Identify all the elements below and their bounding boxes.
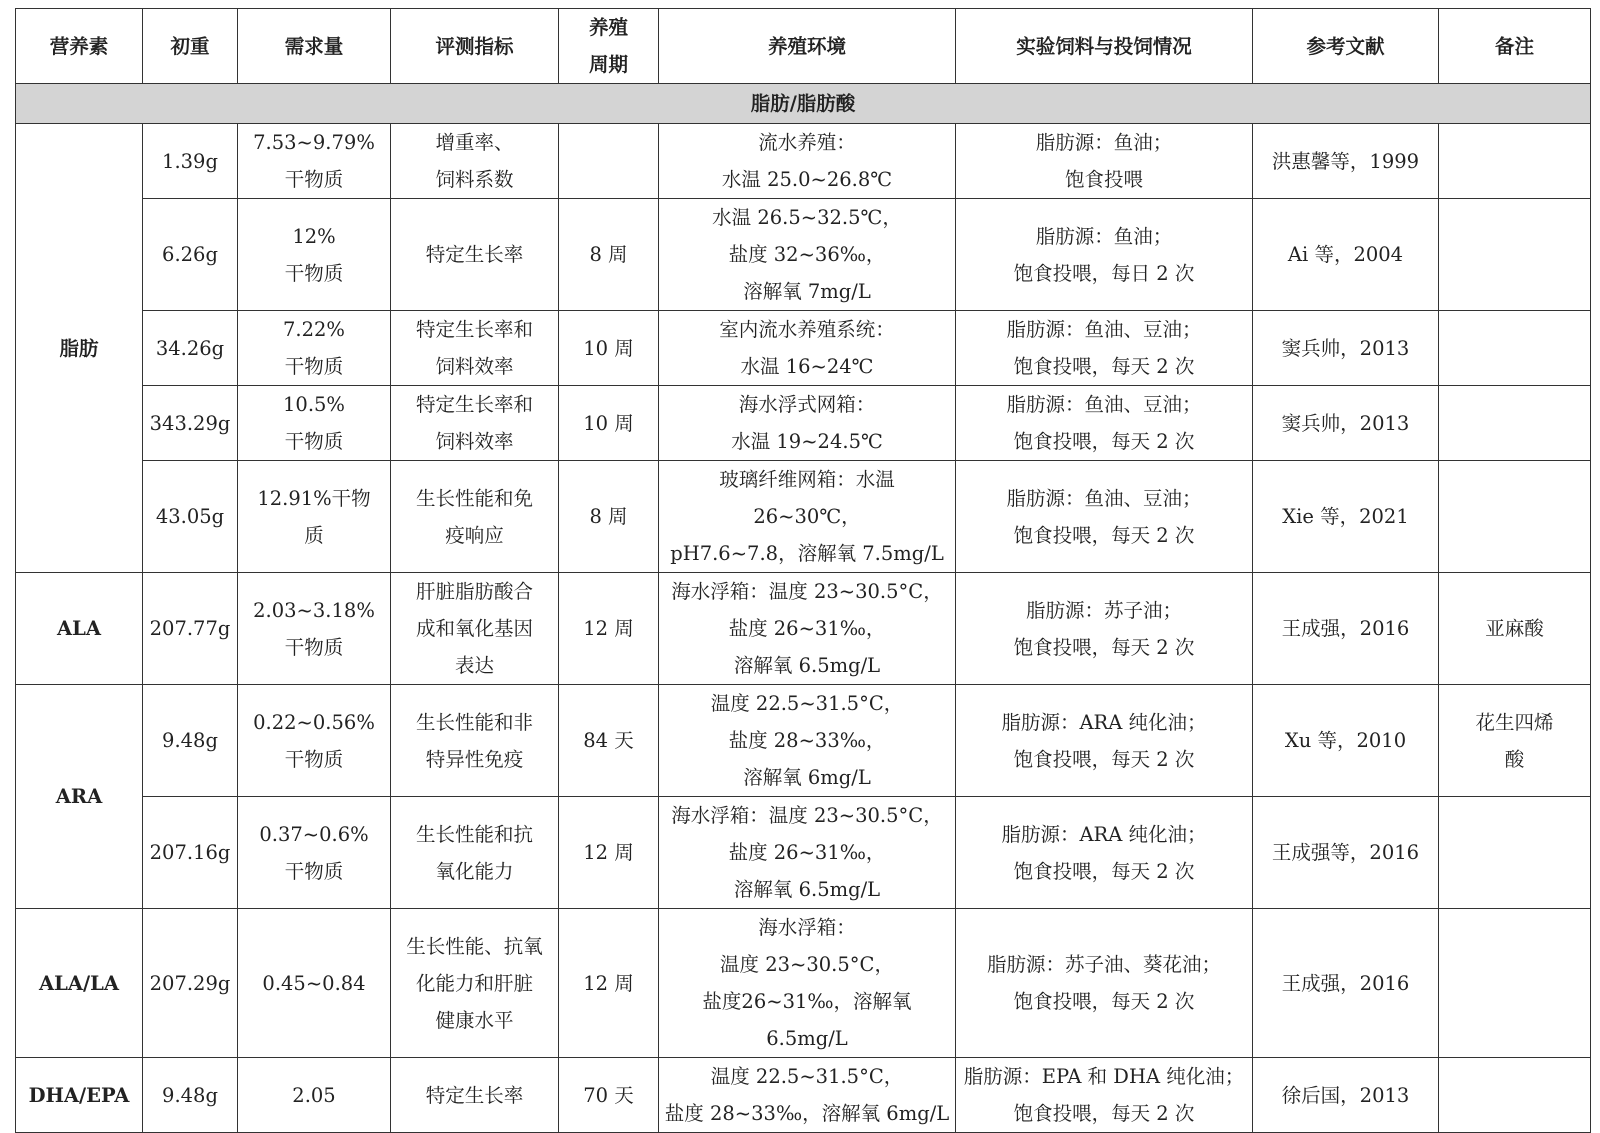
table-row [16,461,1591,573]
feed-cell: 脂肪源：苏子油； 饱食投喂，每天 2 次 [956,573,1253,685]
indicator-cell: 特定生长率和 饲料效率 [391,386,559,461]
environment-cell: 温度 22.5~31.5°C， 盐度 28~33‰， 溶解氧 6mg/L [659,685,956,797]
header-cell: 实验饲料与投饲情况 [956,9,1253,84]
period-cell: 10 周 [559,386,659,461]
reference-cell: 王成强，2016 [1253,909,1439,1058]
weight-cell: 207.77g [143,573,238,685]
requirement-cell: 12.91%干物 质 [238,461,391,573]
period-cell: 12 周 [559,909,659,1058]
requirement-cell: 7.53~9.79% 干物质 [238,124,391,199]
nutrient-cell: ALA/LA [16,909,143,1058]
nutrient-cell: ALA [16,573,143,685]
period-cell: 12 周 [559,573,659,685]
reference-cell: 洪惠馨等，1999 [1253,124,1439,199]
environment-cell: 海水浮箱：温度 23~30.5°C， 盐度 26~31‰， 溶解氧 6.5mg/L [659,797,956,909]
period-cell: 10 周 [559,311,659,386]
period-cell: 12 周 [559,797,659,909]
requirement-cell: 0.45~0.84 [238,909,391,1058]
section-title: 脂肪/脂肪酸 [16,84,1591,124]
weight-cell: 207.29g [143,909,238,1058]
weight-cell: 9.48g [143,1058,238,1133]
table-row [16,199,1591,311]
note-cell [1439,124,1591,199]
nutrient-requirements-table [15,8,1591,1133]
reference-cell: 窦兵帅，2013 [1253,386,1439,461]
reference-cell: 窦兵帅，2013 [1253,311,1439,386]
indicator-cell: 生长性能和非 特异性免疫 [391,685,559,797]
weight-cell: 34.26g [143,311,238,386]
table-row [16,685,1591,797]
table-row [16,386,1591,461]
reference-cell: 徐后国，2013 [1253,1058,1439,1133]
indicator-cell: 生长性能、抗氧 化能力和肝脏 健康水平 [391,909,559,1058]
note-cell [1439,386,1591,461]
environment-cell: 流水养殖： 水温 25.0~26.8℃ [659,124,956,199]
weight-cell: 1.39g [143,124,238,199]
note-cell: 花生四烯 酸 [1439,685,1591,797]
feed-cell: 脂肪源：ARA 纯化油； 饱食投喂，每天 2 次 [956,685,1253,797]
weight-cell: 6.26g [143,199,238,311]
indicator-cell: 特定生长率 [391,199,559,311]
reference-cell: 王成强，2016 [1253,573,1439,685]
weight-cell: 9.48g [143,685,238,797]
period-cell: 84 天 [559,685,659,797]
header-cell: 备注 [1439,9,1591,84]
requirement-cell: 10.5% 干物质 [238,386,391,461]
environment-cell: 水温 26.5~32.5℃， 盐度 32~36‰， 溶解氧 7mg/L [659,199,956,311]
note-cell [1439,199,1591,311]
environment-cell: 海水浮式网箱： 水温 19~24.5℃ [659,386,956,461]
feed-cell: 脂肪源：EPA 和 DHA 纯化油； 饱食投喂，每天 2 次 [956,1058,1253,1133]
table-row [16,573,1591,685]
indicator-cell: 生长性能和抗 氧化能力 [391,797,559,909]
header-cell: 初重 [143,9,238,84]
note-cell [1439,1058,1591,1133]
header-cell: 养殖环境 [659,9,956,84]
note-cell [1439,311,1591,386]
nutrient-cell: DHA/EPA [16,1058,143,1133]
period-cell: 70 天 [559,1058,659,1133]
header-cell: 营养素 [16,9,143,84]
header-row [16,9,1591,84]
reference-cell: 王成强等，2016 [1253,797,1439,909]
table-row [16,124,1591,199]
weight-cell: 207.16g [143,797,238,909]
feed-cell: 脂肪源：ARA 纯化油； 饱食投喂，每天 2 次 [956,797,1253,909]
indicator-cell: 生长性能和免 疫响应 [391,461,559,573]
weight-cell: 343.29g [143,386,238,461]
nutrient-cell: ARA [16,685,143,909]
period-cell: 8 周 [559,461,659,573]
table-row [16,311,1591,386]
header-cell: 评测指标 [391,9,559,84]
reference-cell: Xie 等，2021 [1253,461,1439,573]
indicator-cell: 特定生长率和 饲料效率 [391,311,559,386]
table-row [16,1058,1591,1133]
feed-cell: 脂肪源：鱼油、豆油； 饱食投喂，每天 2 次 [956,386,1253,461]
environment-cell: 海水浮箱：温度 23~30.5°C， 盐度 26~31‰， 溶解氧 6.5mg/L [659,573,956,685]
feed-cell: 脂肪源：苏子油、葵花油； 饱食投喂，每天 2 次 [956,909,1253,1058]
feed-cell: 脂肪源：鱼油； 饱食投喂，每日 2 次 [956,199,1253,311]
environment-cell: 海水浮箱： 温度 23~30.5°C， 盐度26~31‰，溶解氧 6.5mg/L [659,909,956,1058]
requirement-cell: 0.37~0.6% 干物质 [238,797,391,909]
table-row [16,909,1591,1058]
indicator-cell: 特定生长率 [391,1058,559,1133]
environment-cell: 温度 22.5~31.5°C， 盐度 28~33‰，溶解氧 6mg/L [659,1058,956,1133]
indicator-cell: 肝脏脂肪酸合 成和氧化基因 表达 [391,573,559,685]
nutrient-cell: 脂肪 [16,124,143,573]
note-cell [1439,461,1591,573]
feed-cell: 脂肪源：鱼油； 饱食投喂 [956,124,1253,199]
environment-cell: 室内流水养殖系统： 水温 16~24℃ [659,311,956,386]
table-row [16,797,1591,909]
period-cell: 8 周 [559,199,659,311]
indicator-cell: 增重率、 饲料系数 [391,124,559,199]
feed-cell: 脂肪源：鱼油、豆油； 饱食投喂，每天 2 次 [956,461,1253,573]
requirement-cell: 0.22~0.56% 干物质 [238,685,391,797]
requirement-cell: 7.22% 干物质 [238,311,391,386]
header-cell: 养殖 周期 [559,9,659,84]
note-cell: 亚麻酸 [1439,573,1591,685]
section-row [16,84,1591,124]
weight-cell: 43.05g [143,461,238,573]
reference-cell: Xu 等，2010 [1253,685,1439,797]
requirement-cell: 2.05 [238,1058,391,1133]
period-cell [559,124,659,199]
note-cell [1439,909,1591,1058]
note-cell [1439,797,1591,909]
environment-cell: 玻璃纤维网箱：水温 26~30℃， pH7.6~7.8，溶解氧 7.5mg/L [659,461,956,573]
header-cell: 需求量 [238,9,391,84]
requirement-cell: 2.03~3.18% 干物质 [238,573,391,685]
requirement-cell: 12% 干物质 [238,199,391,311]
header-cell: 参考文献 [1253,9,1439,84]
reference-cell: Ai 等，2004 [1253,199,1439,311]
feed-cell: 脂肪源：鱼油、豆油； 饱食投喂，每天 2 次 [956,311,1253,386]
